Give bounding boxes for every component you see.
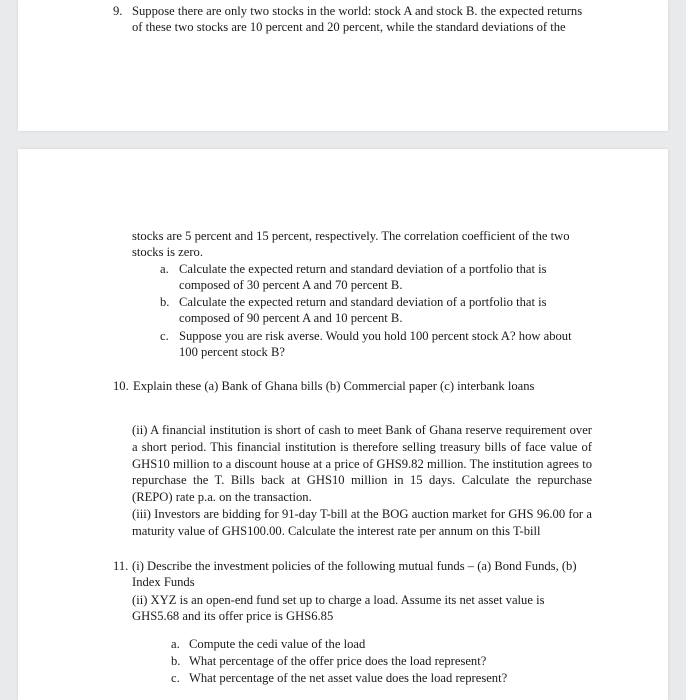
question-11-number: 11. [113, 559, 129, 573]
question-9-line-1: Suppose there are only two stocks in the world: stock A and stock B. the expected returns [132, 4, 583, 18]
question-9-continued-line-1: stocks are 5 percent and 15 percent, respectively. The correlation coefficient of the two [132, 229, 570, 243]
question-9-number: 9. [113, 4, 123, 18]
document-page-1 [18, 0, 668, 131]
question-9-part-b-line-1: Calculate the expected return and standard deviation of a portfolio that is [179, 295, 547, 309]
question-9-part-b-line-2: composed of 90 percent A and 10 percent B. [179, 311, 403, 325]
question-11-part-b-text: What percentage of the offer price does the load represent? [189, 654, 487, 668]
question-9-part-a-line-1: Calculate the expected return and standard deviation of a portfolio that is [179, 262, 547, 276]
question-9-continued-line-2: stocks is zero. [132, 245, 203, 259]
question-11-part-ii-line-1: (ii) XYZ is an open-end fund set up to charge a load. Assume its net asset value is [132, 593, 545, 607]
question-11-part-b-marker: b. [171, 654, 181, 668]
question-11-part-i-line-1: (i) Describe the investment policies of the following mutual funds – (a) Bond Funds, (b) [132, 559, 577, 573]
question-9-part-a-line-2: composed of 30 percent A and 70 percent B. [179, 278, 403, 292]
question-11-part-c-text: What percentage of the net asset value does the load represent? [189, 671, 508, 685]
question-11-part-ii-line-2: GHS5.68 and its offer price is GHS6.85 [132, 609, 334, 623]
question-11-part-c-marker: c. [171, 671, 180, 685]
question-10-part-ii: (ii) A financial institution is short of cash to meet Bank of Ghana reserve requirement over a short period. This financial institution is therefore selling treasury bills of face value of GHS10 million to a discount house at a price of GHS9.82 million. The institution agrees to repurchase the T. Bills back at GHS10 million in 15 days. Calculate the repurchase (REPO) rate p.a. on the transaction. [132, 423, 592, 505]
question-9-part-b-marker: b. [160, 295, 170, 309]
document-page-2 [18, 149, 668, 700]
question-9-part-c-line-1: Suppose you are risk averse. Would you hold 100 percent stock A? how about [179, 329, 572, 343]
question-11-part-a-text: Compute the cedi value of the load [189, 637, 366, 651]
question-11-part-i-line-2: Index Funds [132, 575, 195, 589]
question-9-line-2: of these two stocks are 10 percent and 20 percent, while the standard deviations of the [132, 20, 566, 34]
question-9-part-c-line-2: 100 percent stock B? [179, 345, 285, 359]
question-9-part-c-marker: c. [160, 329, 169, 343]
question-10-text: Explain these (a) Bank of Ghana bills (b) Commercial paper (c) interbank loans [133, 379, 535, 393]
question-10-part-iii: (iii) Investors are bidding for 91-day T-bill at the BOG auction market for GHS 96.00 for a maturity value of GHS100.00. Calculate the interest rate per annum on this T-bill [132, 507, 592, 538]
question-9-part-a-marker: a. [160, 262, 169, 276]
question-11-part-a-marker: a. [171, 637, 180, 651]
question-10-number: 10. [113, 379, 129, 393]
